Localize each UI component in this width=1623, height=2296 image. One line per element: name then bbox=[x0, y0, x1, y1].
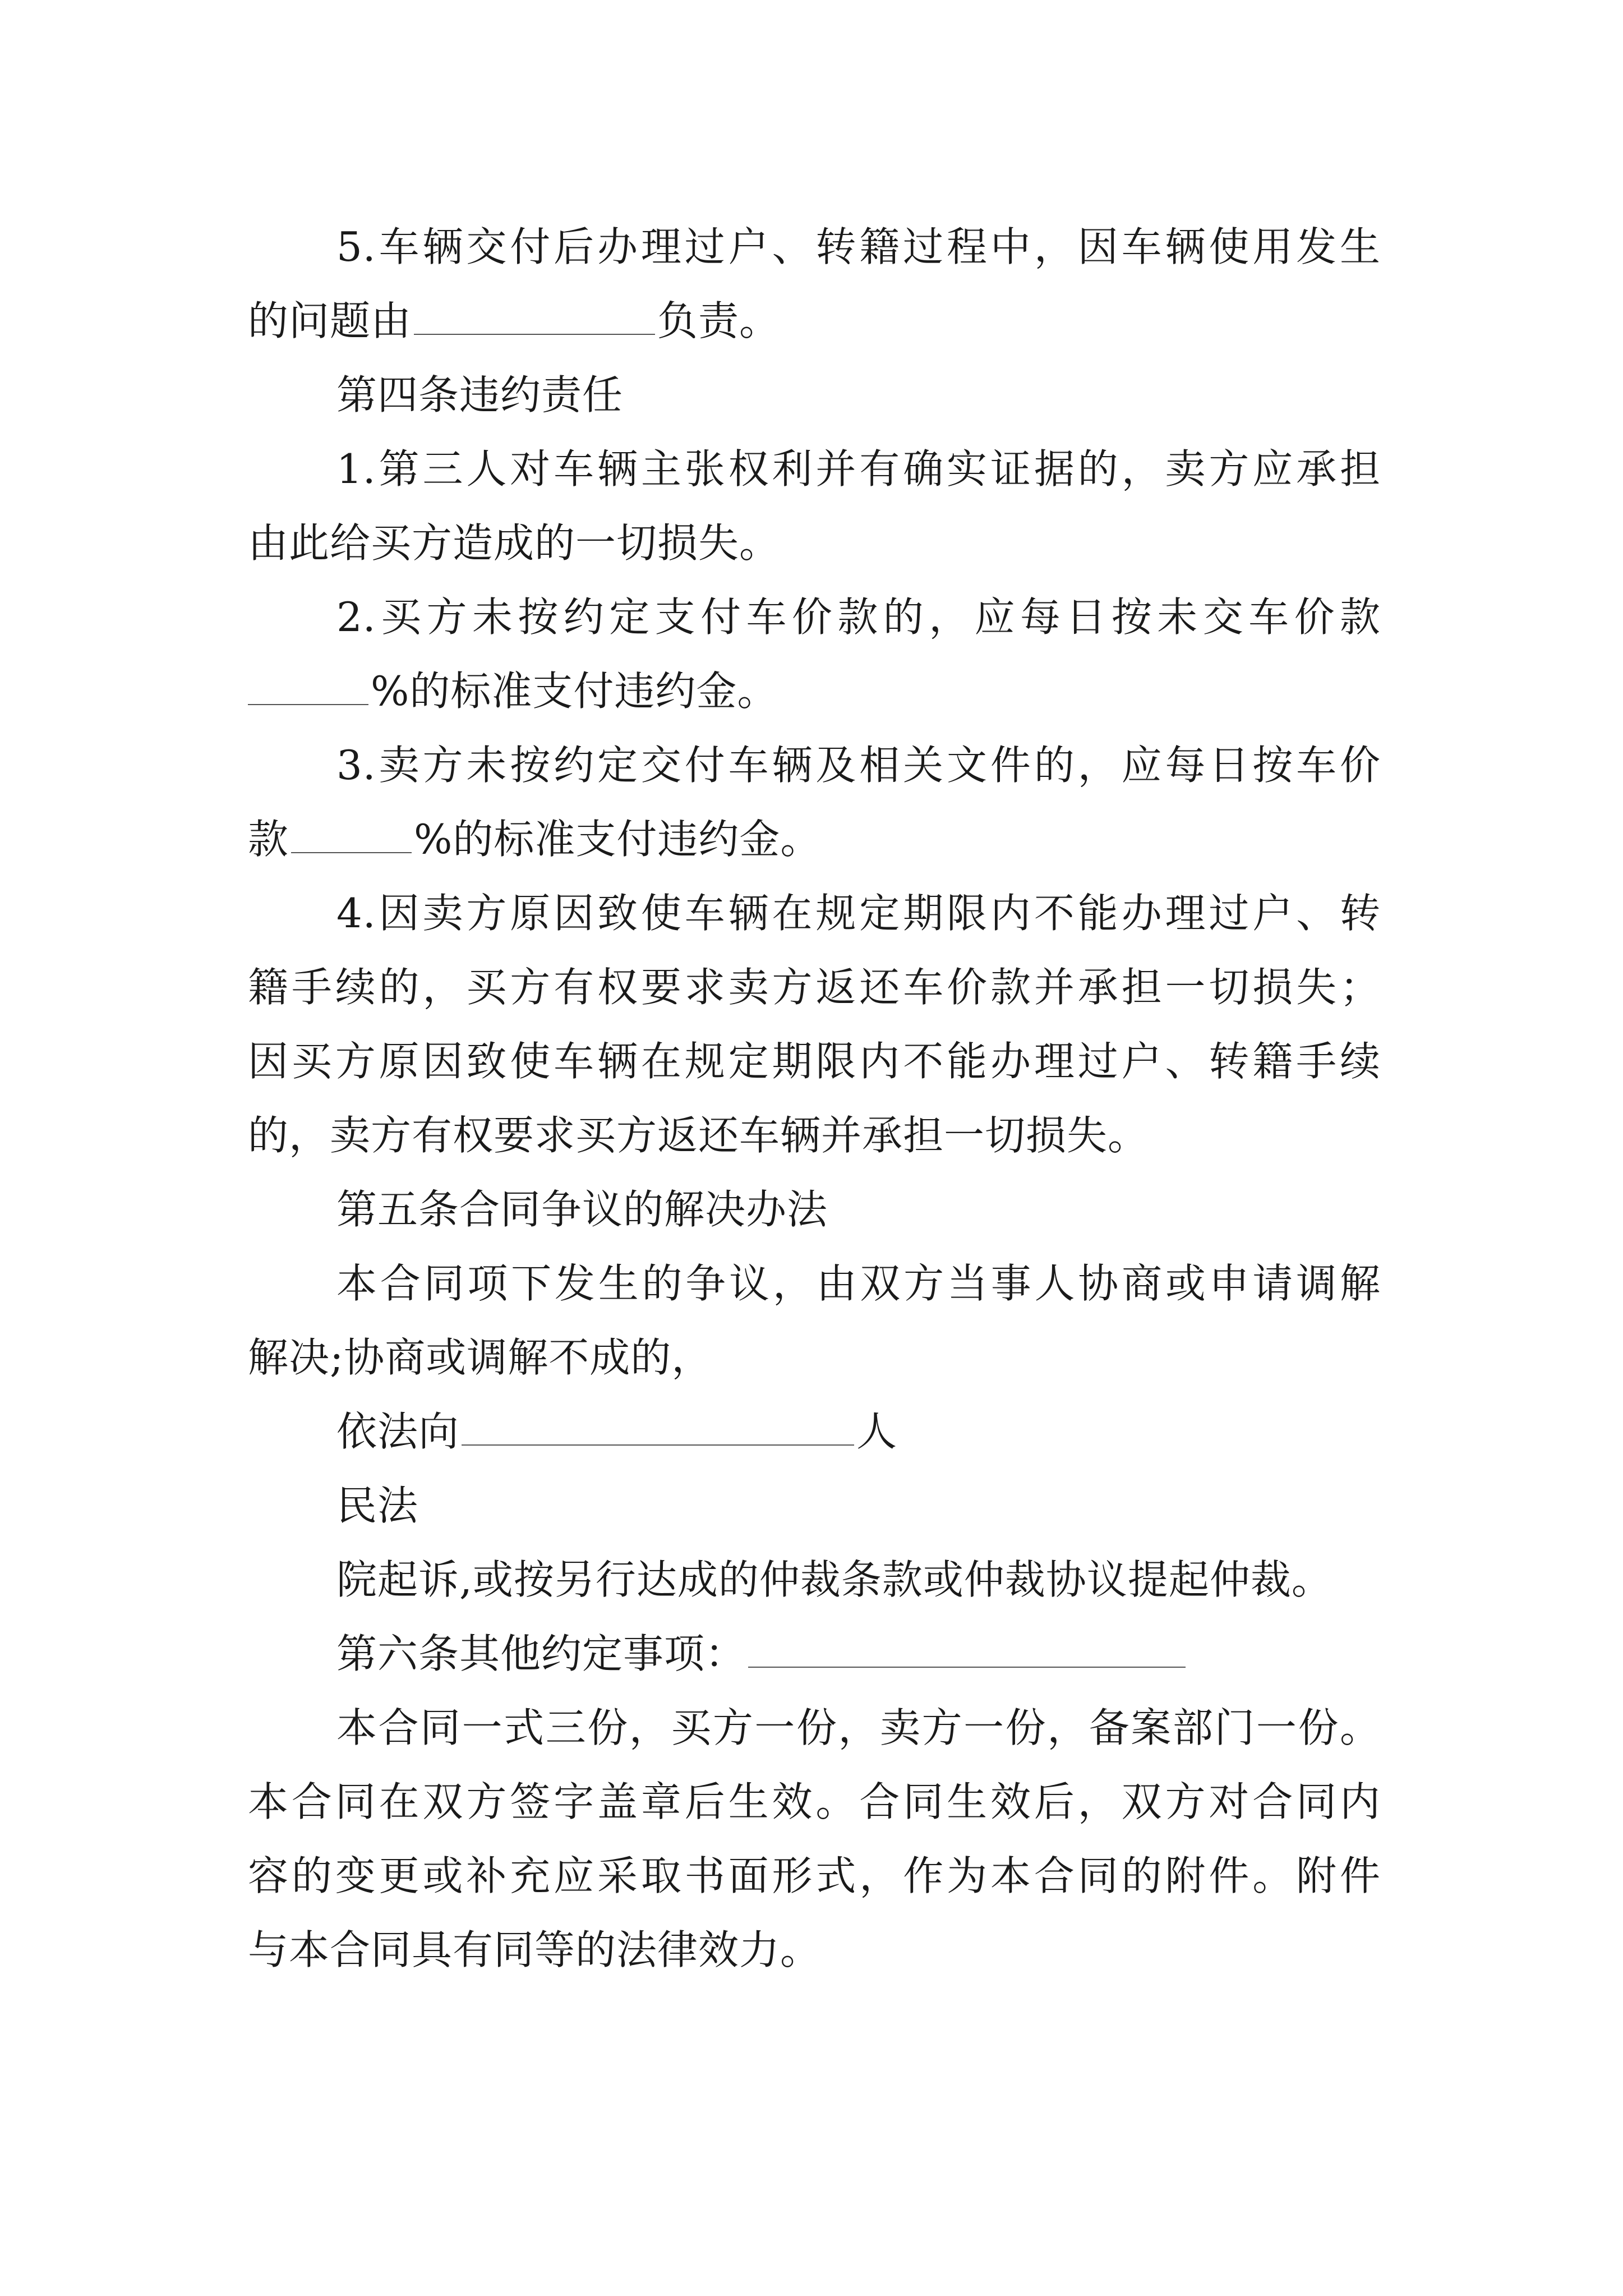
text-segment: %的标准支付违约金。 bbox=[414, 816, 822, 863]
closing-line-3: 容的变更或补充应采取书面形式，作为本合同的附件。附件 bbox=[248, 1852, 1381, 1899]
text-segment: 人 bbox=[856, 1408, 898, 1455]
text-segment: %的标准支付违约金。 bbox=[371, 668, 778, 715]
fill-blank bbox=[248, 671, 368, 705]
clause-5-heading: 第五条合同争议的解决办法 bbox=[336, 1186, 828, 1233]
clause-5-body-line-4: 民法 bbox=[336, 1482, 419, 1529]
text-segment: 的问题由 bbox=[248, 297, 412, 344]
fill-blank bbox=[748, 1634, 1186, 1668]
fill-blank bbox=[414, 301, 655, 335]
closing-line-1: 本合同一式三份，买方一份，卖方一份，备案部门一份。 bbox=[336, 1704, 1381, 1751]
closing-line-2: 本合同在双方签字盖章后生效。合同生效后，双方对合同内 bbox=[248, 1778, 1381, 1825]
clause-4-item-4-line-4: 的，卖方有权要求买方返还车辆并承担一切损失。 bbox=[248, 1112, 1149, 1159]
text-segment: 负责。 bbox=[657, 297, 781, 344]
clause-4-item-2-line-1: 2.买方未按约定支付车价款的，应每日按未交车价款 bbox=[336, 593, 1381, 641]
clause-5-body-line-5: 院起诉,或按另行达成的仲裁条款或仲裁协议提起仲裁。 bbox=[336, 1556, 1332, 1603]
clause-4-heading: 第四条违约责任 bbox=[336, 371, 624, 418]
clause-3-item-5-line-1: 5.车辆交付后办理过户、转籍过程中，因车辆使用发生 bbox=[336, 223, 1381, 270]
text-segment: 第六条其他约定事项： bbox=[336, 1630, 746, 1677]
clause-4-item-3-line-2 bbox=[248, 800, 1381, 878]
clause-5-body-line-2: 解决;协商或调解不成的， bbox=[248, 1334, 713, 1381]
clause-4-item-4-line-3: 因买方原因致使车辆在规定期限内不能办理过户、转籍手续 bbox=[248, 1038, 1381, 1085]
clause-5-body-line-3 bbox=[336, 1392, 1381, 1471]
clause-4-item-4-line-1: 4.因卖方原因致使车辆在规定期限内不能办理过户、转 bbox=[336, 890, 1381, 937]
clause-3-item-5-line-2 bbox=[248, 282, 1381, 360]
fill-blank bbox=[462, 1412, 854, 1446]
clause-4-item-1-line-1: 1.第三人对车辆主张权利并有确实证据的，卖方应承担 bbox=[336, 445, 1381, 493]
clause-5-body-line-1: 本合同项下发生的争议，由双方当事人协商或申请调解 bbox=[336, 1260, 1381, 1307]
clause-4-item-2-line-2 bbox=[248, 652, 1381, 730]
text-segment: 依法向 bbox=[336, 1408, 460, 1455]
closing-line-4: 与本合同具有同等的法律效力。 bbox=[248, 1926, 822, 1973]
clause-4-item-1-line-2: 由此给买方造成的一切损失。 bbox=[248, 519, 781, 567]
clause-6-heading bbox=[336, 1614, 1381, 1693]
fill-blank bbox=[291, 820, 412, 853]
text-segment: 款 bbox=[248, 816, 289, 863]
clause-4-item-4-line-2: 籍手续的，买方有权要求卖方返还车价款并承担一切损失； bbox=[248, 964, 1381, 1011]
clause-4-item-3-line-1: 3.卖方未按约定交付车辆及相关文件的，应每日按车价 bbox=[336, 742, 1381, 789]
